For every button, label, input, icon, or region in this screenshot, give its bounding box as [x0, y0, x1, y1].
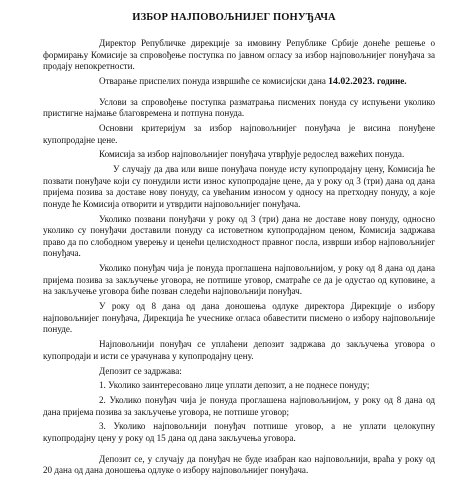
paragraph-equal-offers: У случају да два или више понуђача понуде исту купопродајну цену, Комисија ће позвати понуђаче који су понудили исти износ купопродајне цене, да у року од 3 (три) дана од дана пријема позива за доставе нову понуду, са увећаним износом у односу на претходну понуду, а које понуде ће Комисија отворити и утврдити најповољнијег понуђача. [43, 164, 435, 209]
document-body [43, 38, 435, 480]
paragraph-withdrawal: Уколико понуђач чија је понуда проглашена најповољнијом, у року од 8 дана од дана пријема позива за закључење уговора, не потпише уговор, сматраће се да је одустао од куповине, а на закључење уговора биће позван следећи најповољнији понуђач. [43, 263, 435, 297]
opening-date-suffix: године. [376, 75, 407, 86]
paragraph-notification: У року од 8 дана од дана доношења одлуке директора Дирекције о избору најповољнијег понуђача, Дирекција ће учеснике огласа обавестити писмено о избору најповољније понуде. [43, 301, 435, 335]
paragraph-conditions: Услови за спровођење поступка разматрања писмених понуда су испуњени уколико пристигне најмање благовремена и потпуна понуда. [43, 96, 435, 119]
paragraph-deposit-return: Депозит се, у случају да понуђач не буде изабран као најповољнији, враћа у року од 20 дана од дана доношења одлуке о избору најповољнијег понуђача. [43, 453, 435, 476]
list-item: 3. Уколико најповољнији понуђач потпише уговор, а не уплати целокупну купопродајну цену у року од 15 дана од дана закључења уговора. [43, 421, 435, 444]
paragraph-commission-decision: Директор Републичке дирекције за имовину Републике Србије донеће решење о формирању Комисије за спровођење поступка по јавном огласу за избор најповољнијег понуђача за продају непокретности. [43, 38, 435, 72]
paragraph-deposit-conditions: Депозит се задржава: [99, 365, 182, 376]
list-item: 1. Уколико заинтересовано лице уплати депозит, а не поднесе понуду; [99, 380, 370, 391]
document-title: ИЗБОР НАЈПОВОЉНИЈЕГ ПОНУЂАЧА [132, 12, 336, 23]
opening-date-text: Отварање приспелих понуда извршиће се комисијски дана [99, 75, 329, 86]
paragraph-deposit-retained: Најповољнији понуђач се уплаћени депозит задржава до закључења уговора о купопродаји и исти се урачунава у купопродајну цену. [43, 339, 435, 361]
list-item: 2. Уколико понуђач чија је понуда проглашена најповољнијом, у року од 8 дана од дана пријема позива за закључење уговора, не потпише уговор; [43, 395, 435, 417]
paragraph-ranking: Комисија за избор најповољнијег понуђача утврђује редослед важећих понуда. [99, 149, 405, 160]
paragraph-no-new-offer: Уколико позвани понуђачи у року од 3 (три) дана не доставе нову понуду, односно уколико су понуђачи доставили понуду са истоветном купопродајном ценом, Комисија задржава право да по слободном уверењу и ценећи целисходност правног посла, изврши избор најповољнијег понуђача. [43, 213, 435, 259]
opening-date: 14.02.2023. [328, 75, 375, 87]
paragraph-opening-date [43, 76, 435, 88]
paragraph-criterion: Основни критеријум за избор најповољнијег понуђача је висина понуђене купопродајне цене. [43, 122, 435, 145]
